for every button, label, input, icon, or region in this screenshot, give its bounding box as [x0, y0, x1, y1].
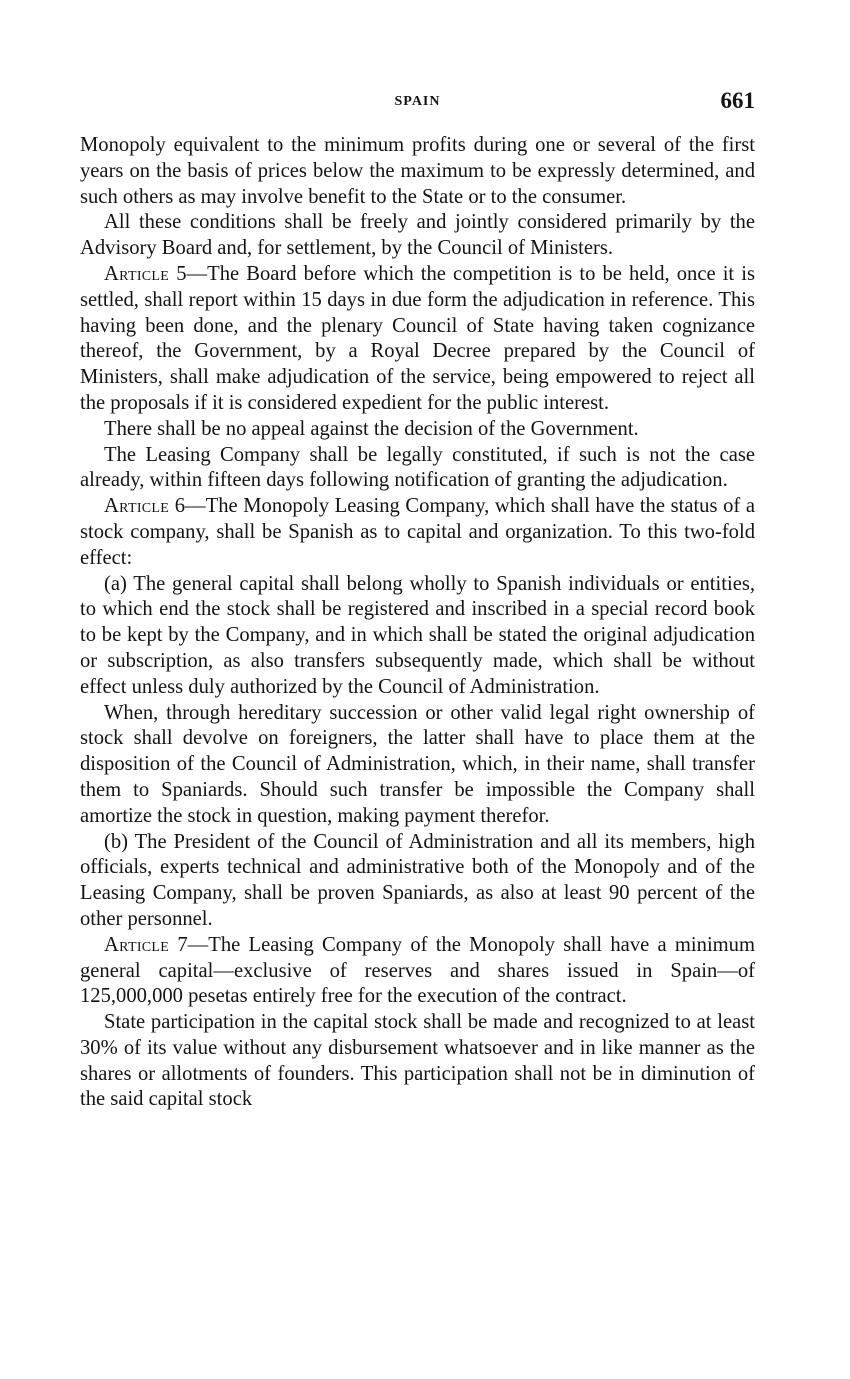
paragraph-continued	[80, 133, 755, 210]
body-text	[80, 133, 755, 1113]
running-head	[80, 88, 755, 118]
paragraph-text: There shall be no appeal against the decision of the Government.	[104, 417, 639, 440]
paragraph-clause-a	[80, 572, 755, 701]
paragraph-text: When, through hereditary succession or other valid legal right ownership of stock shall devolve on foreigners, the latter shall have to place them at the disposition of the Council of Administration, which, in their name, shall transfer them to Spaniards. Should such transfer be impossible the Company shall amortize the stock in question, making payment therefor.	[80, 701, 755, 827]
paragraph-article-7	[80, 933, 755, 1010]
paragraph-text: 5—The Board before which the competition is to be held, once it is settled, shall report within 15 days in due form the adjudication in reference. This having been done, and the plenary Council of State having taken cognizance thereof, the Government, by a Royal Decree prepared by the Council of Ministers, shall make adjudication of the service, being empowered to reject all the proposals if it is considered expedient for the public interest.	[80, 262, 755, 414]
paragraph	[80, 210, 755, 262]
paragraph-text: (b) The President of the Council of Administration and all its members, high officials, experts technical and administrative both of the Monopoly and of the Leasing Company, shall be proven Spaniards, as also at least 90 percent of the other personnel.	[80, 830, 755, 930]
running-title: SPAIN	[394, 94, 441, 109]
article-lead: Article	[104, 262, 170, 285]
paragraph-text: Monopoly equivalent to the minimum profits during one or several of the first years on the basis of prices below the maximum to be expressly determined, and such others as may involve benefit to the State or to the consumer.	[80, 134, 755, 208]
paragraph-text: State participation in the capital stock shall be made and recognized to at least 30% of its value without any disbursement whatsoever and in like manner as the shares or allotments of founders. This participation shall not be in diminution of the said capital stock	[80, 1011, 755, 1111]
paragraph	[80, 701, 755, 830]
paragraph-clause-b	[80, 830, 755, 933]
article-lead: Article	[104, 933, 170, 956]
paragraph-article-6	[80, 494, 755, 571]
article-lead: Article	[104, 495, 170, 518]
paragraph-text: 6—The Monopoly Leasing Company, which shall have the status of a stock company, shall be Spanish as to capital and organization. To this two-fold effect:	[80, 495, 755, 569]
paragraph-article-5	[80, 262, 755, 417]
page-number: 661	[720, 88, 755, 113]
paragraph	[80, 443, 755, 495]
paragraph-text: 7—The Leasing Company of the Monopoly shall have a minimum general capital—exclusive of reserves and shares issued in Spain—of 125,000,000 pesetas entirely free for the execution of the contract.	[80, 933, 755, 1008]
paragraph	[80, 1010, 755, 1113]
paragraph-text: (a) The general capital shall belong wholly to Spanish individuals or entities, to which end the stock shall be registered and inscribed in a special record book to be kept by the Company, and in which shall be stated the original adjudication or subscription, as also transfers subsequently made, which shall be without effect unless duly authorized by the Council of Administration.	[80, 572, 755, 698]
paragraph	[80, 417, 755, 443]
paragraph-text: All these conditions shall be freely and jointly considered primarily by the Advisory Board and, for settlement, by the Council of Ministers.	[80, 211, 755, 260]
paragraph-text: The Leasing Company shall be legally constituted, if such is not the case already, within fifteen days following notification of granting the adjudication.	[80, 443, 755, 492]
